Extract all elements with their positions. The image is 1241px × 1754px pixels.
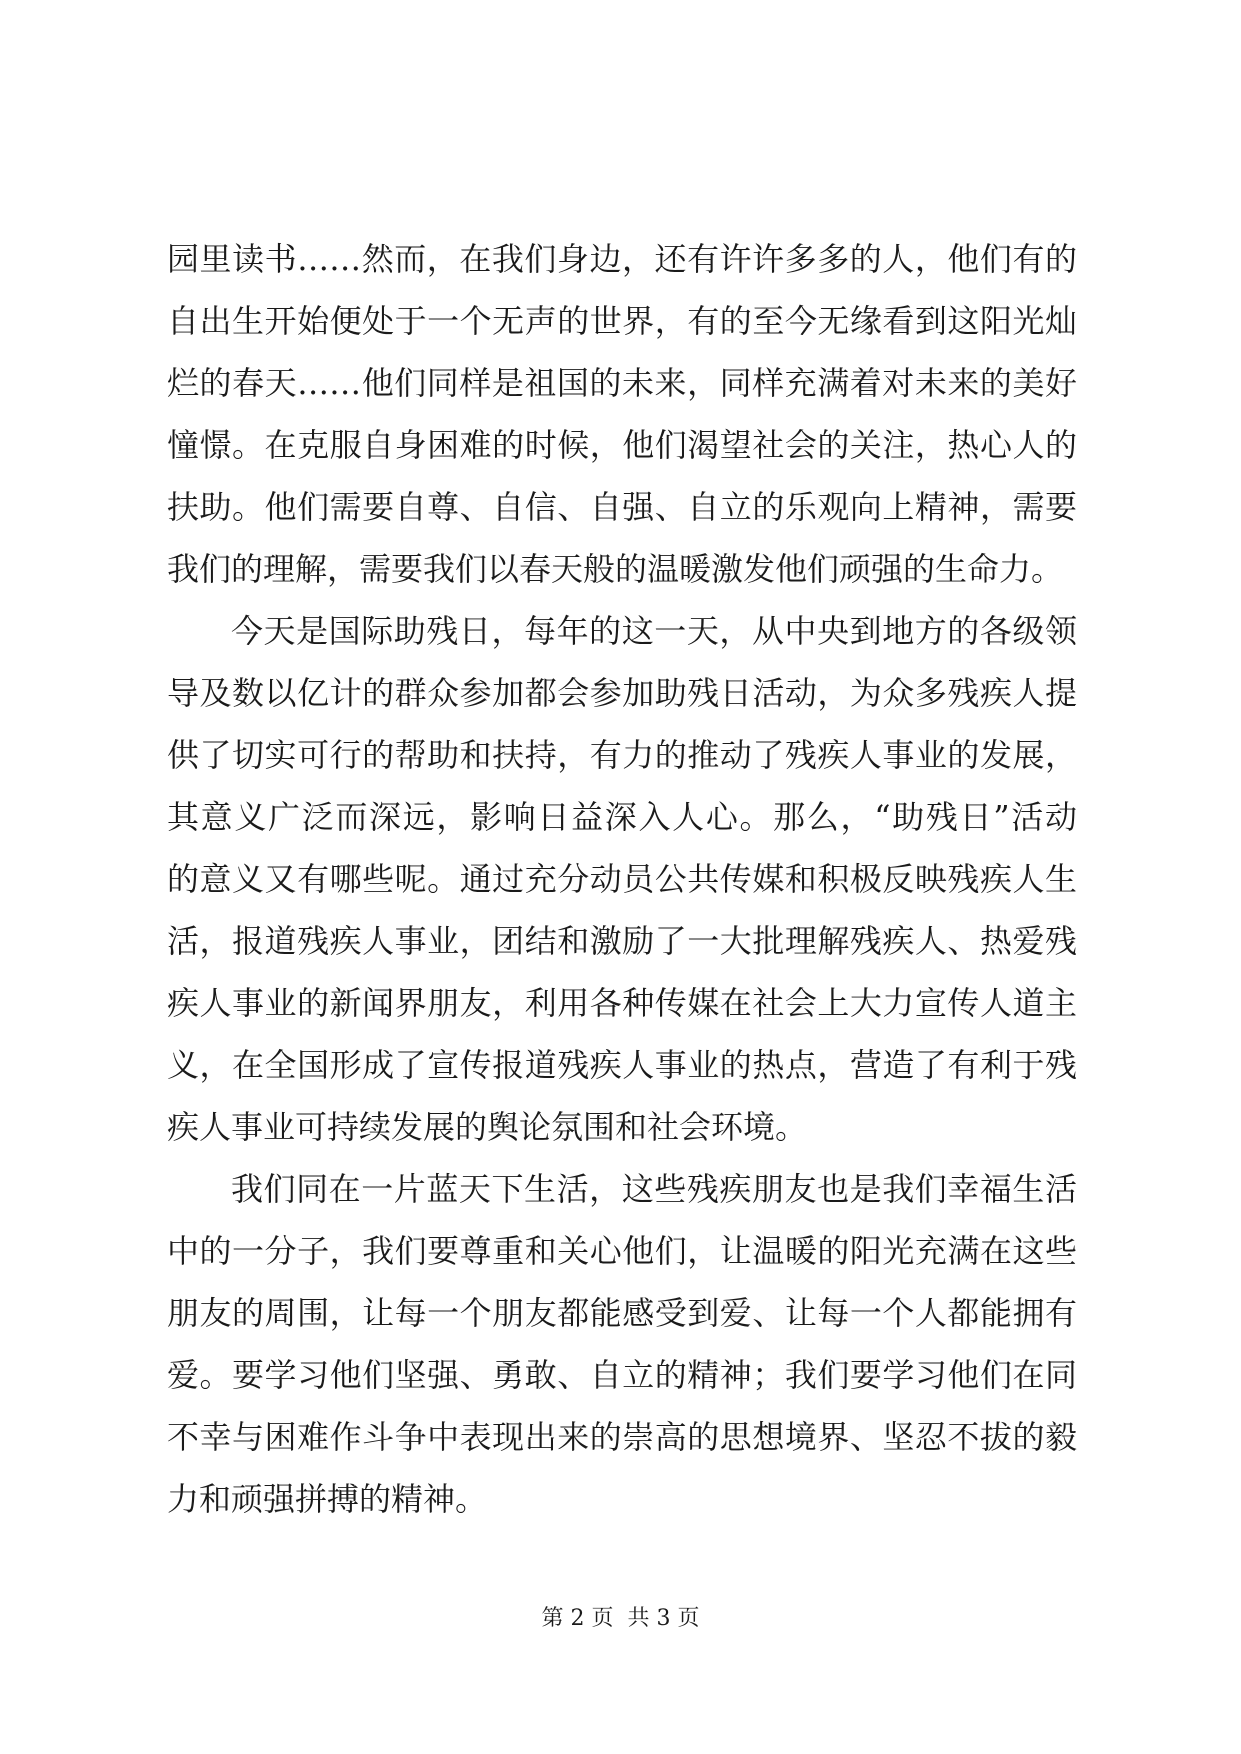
text-line: 疾人事业的新闻界朋友，利用各种传媒在社会上大力宣传人道主 bbox=[167, 984, 1077, 1022]
text-line: 烂的春天……他们同样是祖国的未来，同样充满着对未来的美好 bbox=[167, 364, 1077, 402]
paragraph bbox=[167, 1158, 1077, 1530]
text-line: 导及数以亿计的群众参加都会参加助残日活动，为众多残疾人提 bbox=[167, 674, 1077, 712]
text-line: 活，报道残疾人事业，团结和激励了一大批理解残疾人、热爱残 bbox=[167, 922, 1077, 960]
document-body bbox=[167, 228, 1077, 1530]
text-line: 其意义广泛而深远，影响日益深入人心。那么，“助残日”活动 bbox=[167, 798, 1077, 836]
paragraph bbox=[167, 228, 1077, 600]
text-line: 憧憬。在克服自身困难的时候，他们渴望社会的关注，热心人的 bbox=[167, 426, 1077, 464]
text-line: 力和顽强拼搏的精神。 bbox=[167, 1480, 488, 1518]
text-line: 的意义又有哪些呢。通过充分动员公共传媒和积极反映残疾人生 bbox=[167, 860, 1077, 898]
text-line: 疾人事业可持续发展的舆论氛围和社会环境。 bbox=[167, 1108, 808, 1146]
text-line: 自出生开始便处于一个无声的世界，有的至今无缘看到这阳光灿 bbox=[167, 302, 1077, 340]
text-line: 义，在全国形成了宣传报道残疾人事业的热点，营造了有利于残 bbox=[167, 1046, 1077, 1084]
text-line: 中的一分子，我们要尊重和关心他们，让温暖的阳光充满在这些 bbox=[167, 1232, 1077, 1270]
text-line: 我们同在一片蓝天下生活，这些残疾朋友也是我们幸福生活 bbox=[231, 1170, 1077, 1208]
text-line: 扶助。他们需要自尊、自信、自强、自立的乐观向上精神，需要 bbox=[167, 488, 1077, 526]
text-line: 园里读书……然而，在我们身边，还有许许多多的人，他们有的 bbox=[167, 240, 1077, 278]
text-line: 我们的理解，需要我们以春天般的温暖激发他们顽强的生命力。 bbox=[167, 550, 1064, 588]
text-line: 朋友的周围，让每一个朋友都能感受到爱、让每一个人都能拥有 bbox=[167, 1294, 1077, 1332]
page-number-footer: 第 2 页 共 3 页 bbox=[541, 1606, 700, 1631]
text-line: 供了切实可行的帮助和扶持，有力的推动了残疾人事业的发展， bbox=[167, 736, 1077, 774]
text-line: 爱。要学习他们坚强、勇敢、自立的精神；我们要学习他们在同 bbox=[167, 1356, 1077, 1394]
text-line: 今天是国际助残日，每年的这一天，从中央到地方的各级领 bbox=[231, 612, 1077, 650]
paragraph bbox=[167, 600, 1077, 1158]
text-line: 不幸与困难作斗争中表现出来的崇高的思想境界、坚忍不拔的毅 bbox=[167, 1418, 1077, 1456]
